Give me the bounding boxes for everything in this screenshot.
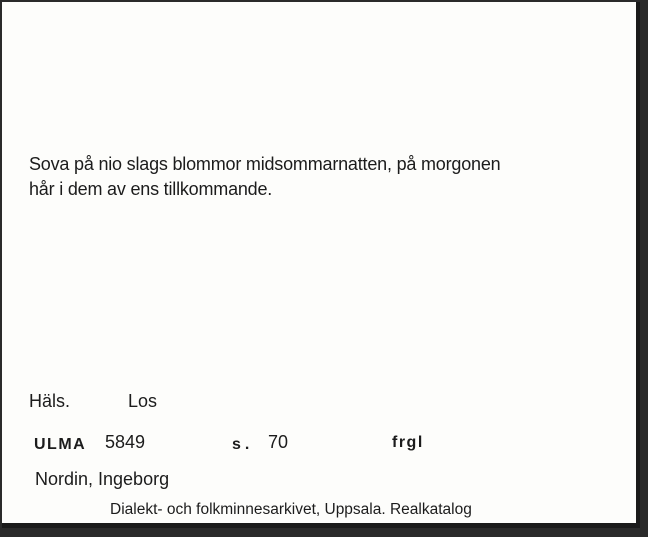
- card-text-line-1: Sova på nio slags blommor midsommarnatten, på morgonen: [29, 154, 501, 174]
- page-label: s.: [232, 436, 254, 453]
- province-label: Häls.: [29, 391, 71, 411]
- card-text: [29, 152, 609, 202]
- archive-number: 5849: [105, 432, 146, 452]
- page-number: 70: [268, 432, 289, 452]
- card-text-line-2: hår i dem av ens tillkommande.: [29, 179, 273, 199]
- parish-label: Los: [128, 391, 158, 411]
- archive-code: ULMA: [34, 436, 87, 453]
- category-code: frgl: [392, 434, 424, 451]
- archive-card: [2, 2, 640, 528]
- collector-name: Nordin, Ingeborg: [35, 469, 170, 489]
- archive-footer: Dialekt- och folkminnesarkivet, Uppsala. Realkatalog: [110, 501, 472, 518]
